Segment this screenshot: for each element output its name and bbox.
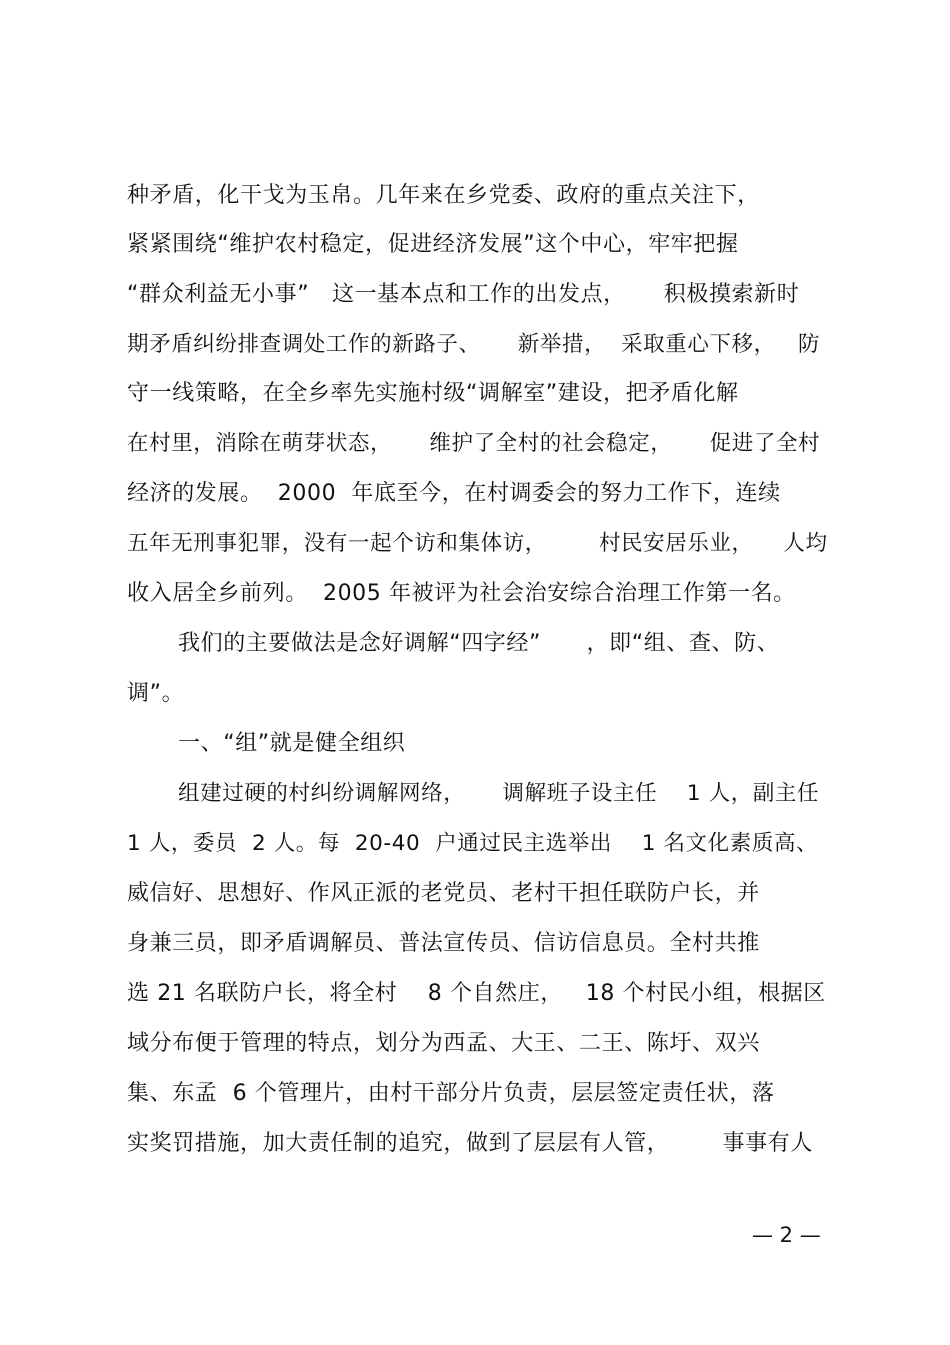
body-text-line: 守一线策略，在全乡率先实施村级“调解室”建设，把矛盾化解 — [127, 381, 739, 406]
body-text-line: 我们的主要做法是念好调解“四字经” ，即“组、查、防、 — [178, 631, 780, 656]
body-text-line: 选 21 名联防户长，将全村 8 个自然庄， 18 个村民小组，根据区 — [127, 981, 826, 1006]
body-text-line: 在村里，消除在萌芽状态， 维护了全村的社会稳定， 促进了全村 — [127, 431, 821, 456]
body-text-line: 调”。 — [127, 681, 185, 706]
body-text-line: 身兼三员，即矛盾调解员、普法宣传员、信访信息员。全村共推 — [127, 931, 760, 956]
body-text-line: 实奖罚措施，加大责任制的追究，做到了层层有人管， 事事有人 — [127, 1131, 813, 1156]
page-number: — 2 — — [752, 1223, 821, 1247]
body-text-line: 经济的发展。 2000 年底至今，在村调委会的努力工作下，连续 — [127, 481, 781, 506]
body-text-line: 域分布便于管理的特点，划分为西孟、大王、二王、陈圩、双兴 — [127, 1031, 760, 1056]
body-text-line: 威信好、思想好、作风正派的老党员、老村干担任联防户长，并 — [127, 881, 760, 906]
body-text-line: 收入居全乡前列。 2005 年被评为社会治安综合治理工作第一名。 — [127, 581, 796, 606]
body-text-line: 紧紧围绕“维护农村稳定，促进经济发展”这个中心，牢牢把握 — [127, 232, 739, 257]
body-text-line: 集、东孟 6 个管理片，由村干部分片负责，层层签定责任状，落 — [127, 1081, 775, 1106]
body-text-line: 期矛盾纠纷排查调处工作的新路子、 新举措， 采取重心下移， 防 — [127, 332, 821, 357]
body-text-line: “群众利益无小事” 这一基本点和工作的出发点， 积极摸索新时 — [127, 282, 800, 307]
section-heading: 一、“组”就是健全组织 — [178, 731, 406, 756]
body-text-line: 种矛盾，化干戈为玉帛。几年来在乡党委、政府的重点关注下， — [127, 183, 760, 208]
body-text-line: 1 人，委员 2 人。每 20-40 户通过民主选举出 1 名文化素质高、 — [127, 831, 819, 856]
body-text-line: 五年无刑事犯罪，没有一起个访和集体访， 村民安居乐业， 人均 — [127, 531, 828, 556]
body-text-line: 组建过硬的村纠纷调解网络， 调解班子设主任 1 人，副主任 — [178, 781, 820, 806]
